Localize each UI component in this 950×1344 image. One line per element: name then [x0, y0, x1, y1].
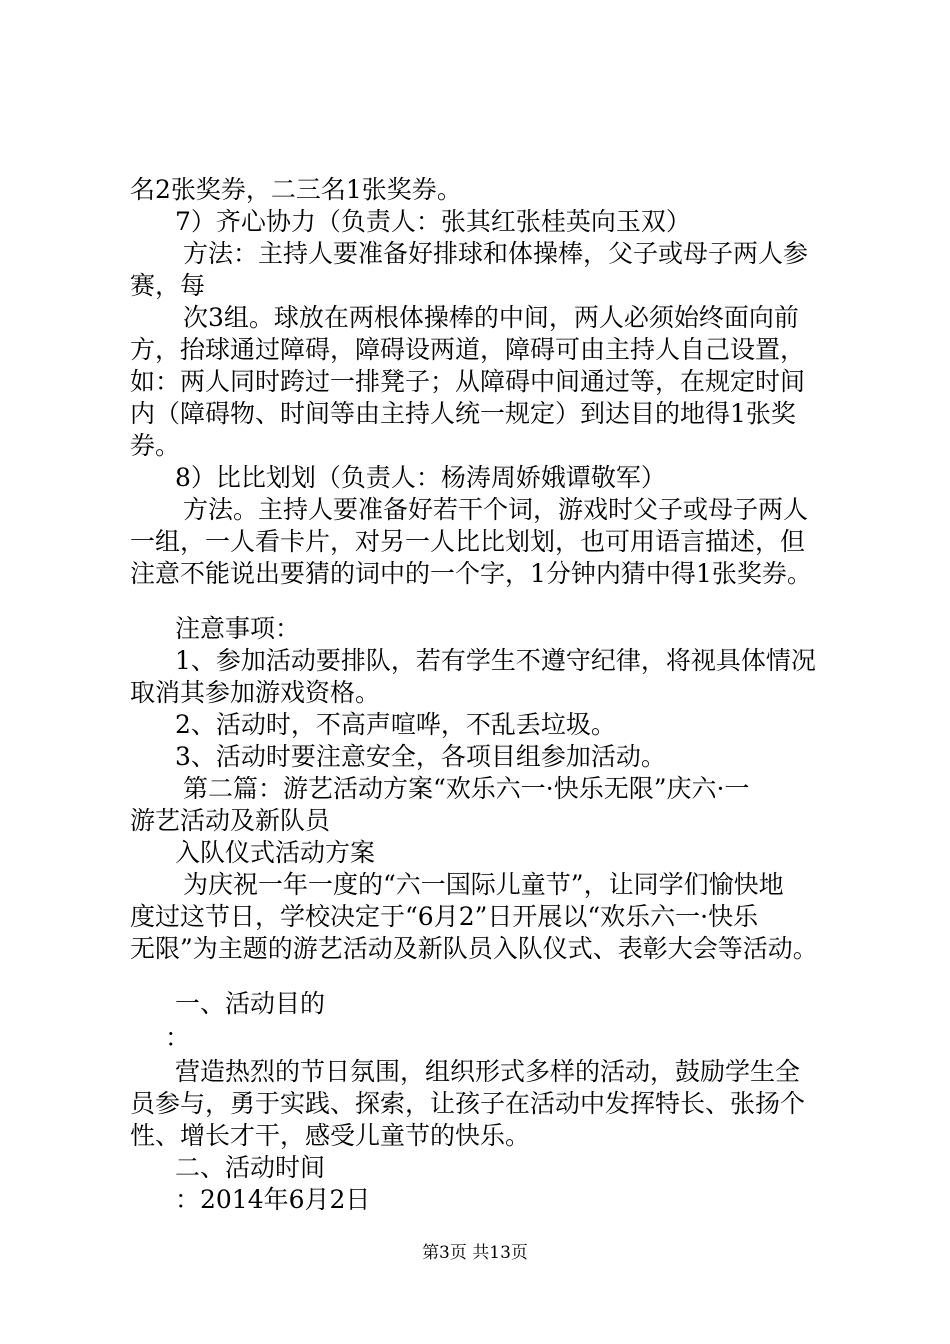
- text-line: 券。: [130, 431, 181, 460]
- text-line: 游艺活动及新队员: [130, 806, 331, 835]
- section-heading: 注意事项：: [175, 614, 301, 643]
- text-line: 方法：主持人要准备好排球和体操棒，父子或母子两人参: [183, 239, 809, 268]
- text-line: 无限”为主题的游艺活动及新队员入队仪式、表彰大会等活动。: [130, 934, 818, 963]
- text-line: 次3组。球放在两根体操棒的中间，两人必须始终面向前: [183, 303, 799, 332]
- text-line: 如：两人同时跨过一排凳子；从障碍中间通过等，在规定时间: [130, 367, 806, 396]
- text-line: 赛，每: [130, 271, 206, 300]
- text-line: 为庆祝一年一度的“六一国际儿童节”，让同学们愉快地: [183, 870, 784, 899]
- text-line: 方法。主持人要准备好若干个词，游戏时父子或母子两人: [183, 495, 809, 524]
- text-line: 度过这节日，学校决定于“6月2”日开展以“欢乐六一·快乐: [130, 902, 759, 931]
- text-line: 内（障碍物、时间等由主持人统一规定）到达目的地得1张奖: [130, 399, 796, 428]
- text-line: 注意不能说出要猜的词中的一个字，1分钟内猜中得1张奖券。: [130, 559, 812, 588]
- section-title: 第二篇：游艺活动方案“欢乐六一·快乐无限”庆六·一: [183, 774, 750, 803]
- text-line: 入队仪式活动方案: [175, 838, 376, 867]
- section-heading: 一、活动目的: [175, 989, 326, 1018]
- text-line: 性、增长才干，感受儿童节的快乐。: [130, 1121, 531, 1150]
- text-line: 3、活动时要注意安全，各项目组参加活动。: [175, 742, 666, 771]
- text-line: 方，抬球通过障碍，障碍设两道，障碍可由主持人自己设置，: [130, 335, 806, 364]
- text-line: ：2014年6月2日: [175, 1185, 371, 1214]
- text-line: 7）齐心协力（负责人：张其红张桂英向玉双）: [175, 207, 691, 236]
- text-line: 营造热烈的节日氛围，组织形式多样的活动，鼓励学生全: [175, 1057, 801, 1086]
- text-line: 名2张奖券，二三名1张奖券。: [130, 175, 462, 204]
- text-line: 一组，一人看卡片，对另一人比比划划，也可用语言描述，但: [130, 527, 806, 556]
- text-line: ：: [165, 1023, 191, 1052]
- text-line: 1、参加活动要排队，若有学生不遵守纪律，将视具体情况: [175, 646, 816, 675]
- section-heading: 二、活动时间: [175, 1153, 326, 1182]
- text-line: 员参与，勇于实践、探索，让孩子在活动中发挥特长、张扬个: [130, 1089, 806, 1118]
- text-line: 2、活动时，不高声喧哗，不乱丢垃圾。: [175, 710, 616, 739]
- page-footer: 第3页 共13页: [422, 1243, 528, 1263]
- text-line: 8）比比划划（负责人：杨涛周娇娥谭敬军）: [175, 463, 666, 492]
- text-line: 取消其参加游戏资格。: [130, 678, 381, 707]
